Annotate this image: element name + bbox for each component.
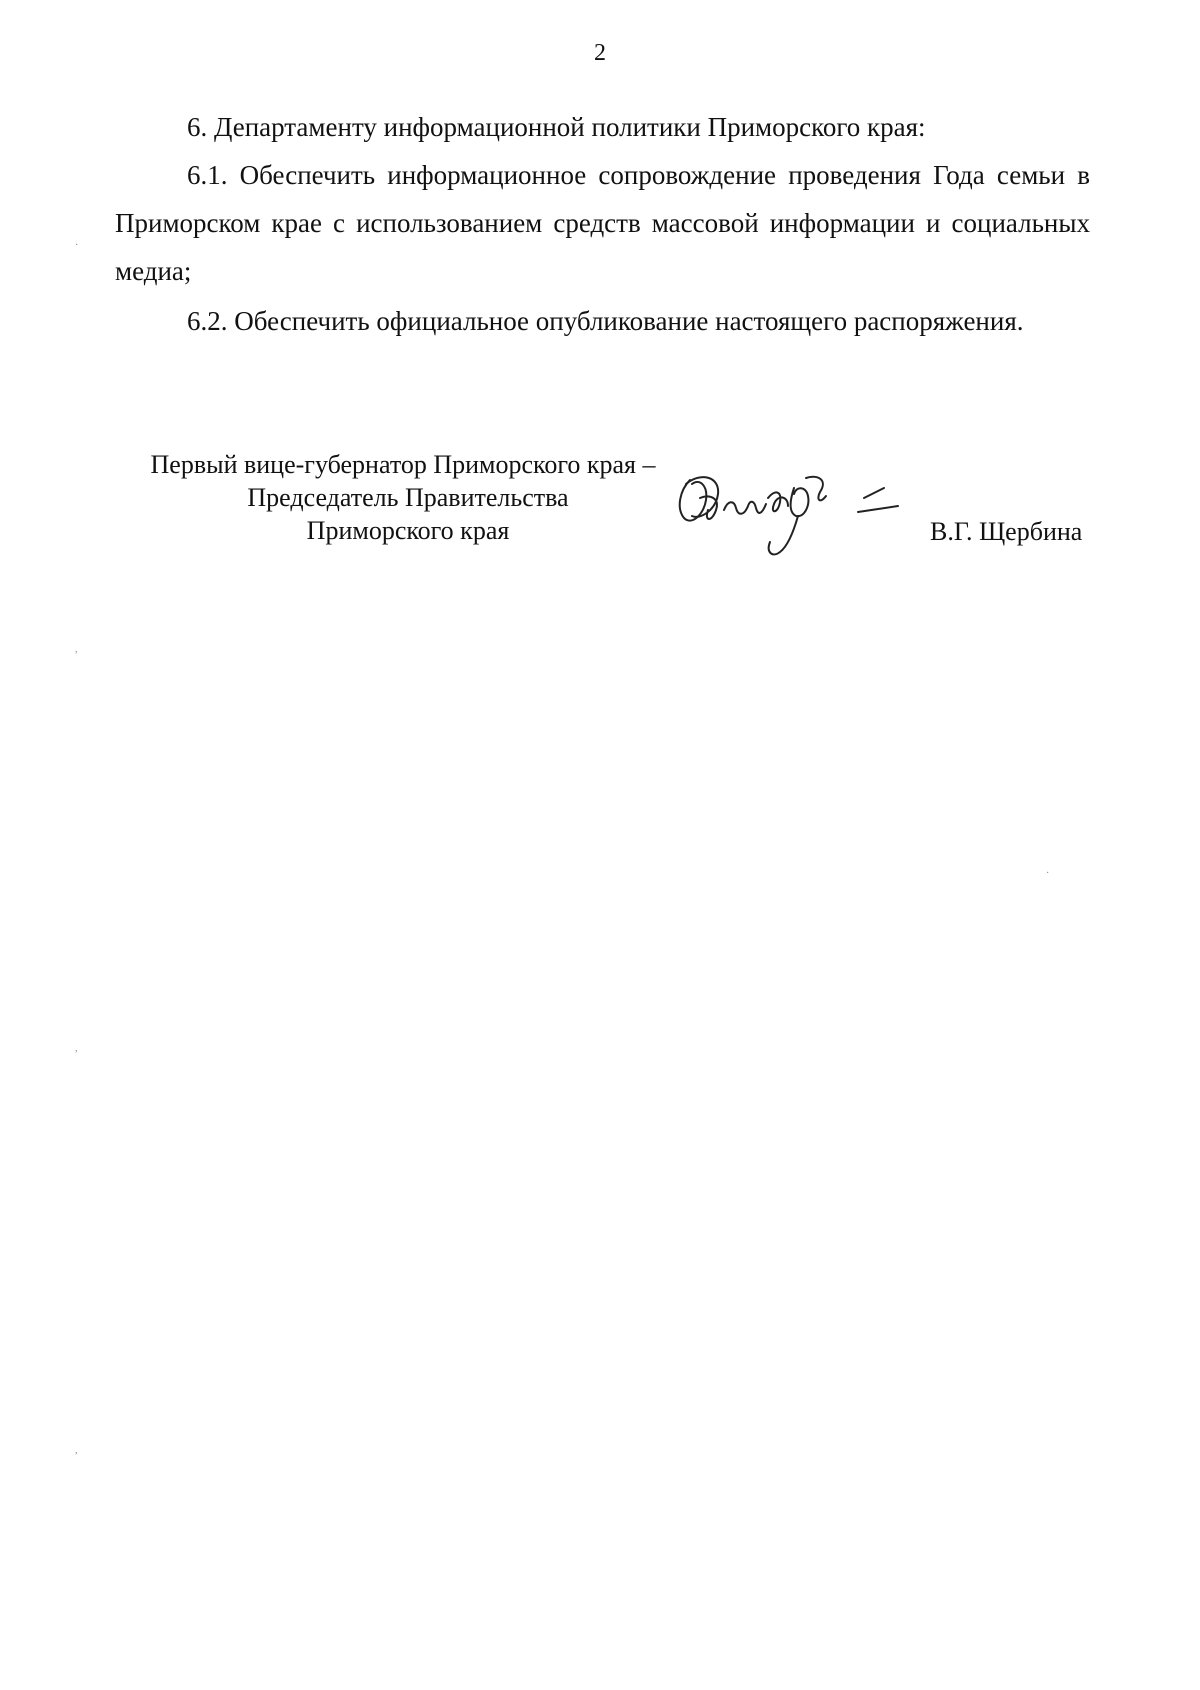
scan-speck: , bbox=[75, 644, 78, 655]
handwritten-signature bbox=[670, 470, 910, 570]
position-line-1: Первый вице-губернатор Приморского края – bbox=[150, 450, 656, 479]
scan-speck: , bbox=[75, 1445, 78, 1456]
position-line-3: Приморского края bbox=[306, 516, 510, 545]
signatory-position bbox=[118, 448, 698, 547]
paragraph-6-1: 6.1. Обеспечить информационное сопровождение проведения Года семьи в Приморском крае с использованием средств массовой информации и социальных медиа; bbox=[115, 160, 1090, 286]
scan-speck: , bbox=[75, 1043, 78, 1054]
signer-name: В.Г. Щербина bbox=[930, 517, 1083, 546]
scan-speck: · bbox=[75, 240, 79, 251]
paragraph-6: 6. Департаменту информационной политики Приморского края: bbox=[187, 112, 926, 142]
paragraph-6-2: 6.2. Обеспечить официальное опубликование настоящего распоряжения. bbox=[187, 306, 1024, 336]
page-number: 2 bbox=[594, 40, 606, 66]
scan-speck: · bbox=[1046, 868, 1050, 879]
position-line-2: Председатель Правительства bbox=[247, 483, 569, 512]
